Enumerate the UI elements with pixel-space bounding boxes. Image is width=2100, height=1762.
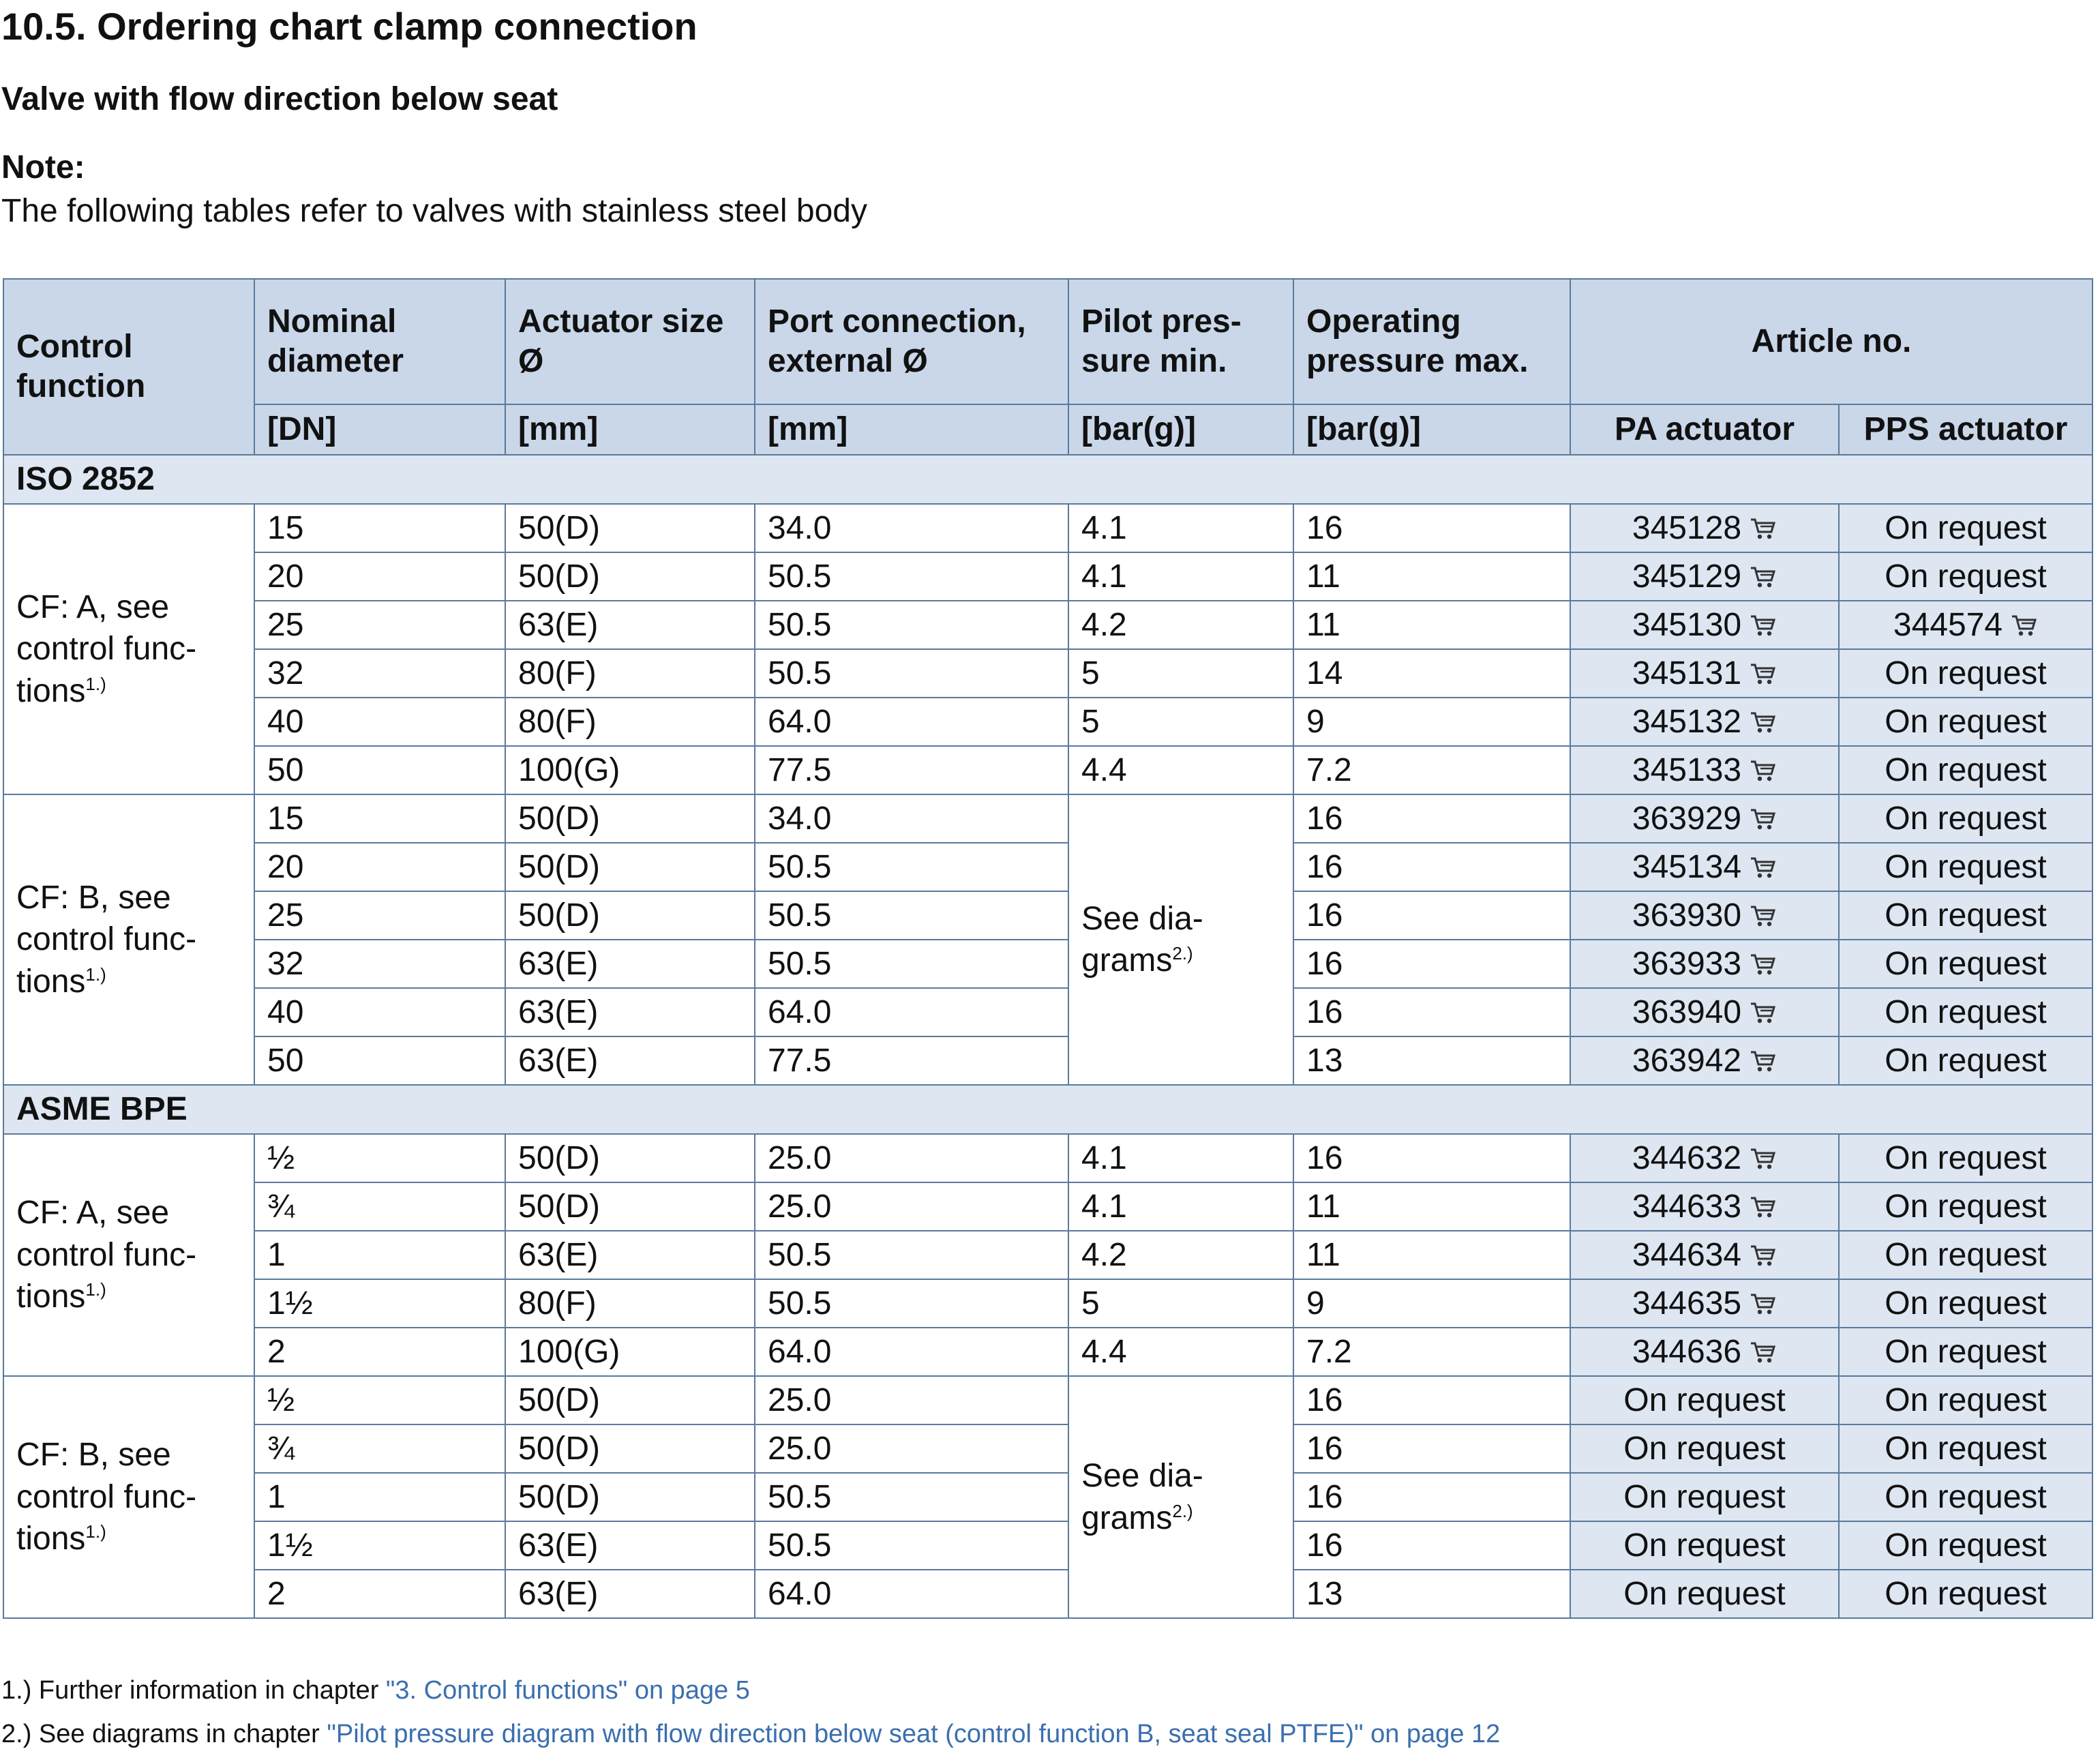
pps-article-cell-value: On request bbox=[1885, 1478, 2047, 1515]
actuator-size-cell: 63(E) bbox=[505, 1521, 755, 1570]
pps-article-cell bbox=[1839, 988, 2092, 1036]
pps-article-cell bbox=[1839, 1279, 2092, 1328]
table-row bbox=[3, 1279, 2092, 1328]
table-row bbox=[3, 746, 2092, 794]
section-title: ISO 2852 bbox=[3, 455, 2092, 504]
operating-pressure-cell: 7.2 bbox=[1293, 746, 1570, 794]
table-row bbox=[3, 988, 2092, 1036]
table-row bbox=[3, 1473, 2092, 1521]
nominal-diameter-cell: ½ bbox=[254, 1134, 505, 1182]
pa-article-cell-value: 344636 bbox=[1632, 1333, 1742, 1370]
pps-article-cell bbox=[1839, 1473, 2092, 1521]
pps-article-cell bbox=[1839, 698, 2092, 746]
footnote-1-link[interactable]: "3. Control functions" on page 5 bbox=[385, 1676, 750, 1705]
header-port-connection: Port connection, external Ø bbox=[755, 279, 1068, 404]
pps-article-cell-value: On request bbox=[1885, 994, 2047, 1030]
nominal-diameter-cell: 50 bbox=[254, 746, 505, 794]
pps-article-cell-value: On request bbox=[1885, 1575, 2047, 1612]
pa-article-cell bbox=[1570, 1279, 1839, 1328]
nominal-diameter-cell: 25 bbox=[254, 601, 505, 649]
page-title: 10.5. Ordering chart clamp connection bbox=[1, 5, 698, 48]
control-function-cell bbox=[3, 794, 254, 1085]
operating-pressure-cell: 7.2 bbox=[1293, 1328, 1570, 1376]
port-connection-cell: 77.5 bbox=[755, 1036, 1068, 1085]
pa-article-cell bbox=[1570, 1473, 1839, 1521]
control-function-cell bbox=[3, 1376, 254, 1618]
shopping-cart-icon[interactable] bbox=[1750, 899, 1777, 923]
shopping-cart-icon[interactable] bbox=[1750, 1287, 1777, 1311]
unit-nominal-diameter: [DN] bbox=[254, 404, 505, 455]
port-connection-cell: 77.5 bbox=[755, 746, 1068, 794]
actuator-size-cell: 50(D) bbox=[505, 1473, 755, 1521]
pilot-pressure-cell: 5 bbox=[1068, 698, 1293, 746]
pa-article-cell bbox=[1570, 1328, 1839, 1376]
operating-pressure-cell: 9 bbox=[1293, 1279, 1570, 1328]
footnote-ref-1[interactable]: 1.) bbox=[85, 673, 106, 694]
pa-article-cell bbox=[1570, 552, 1839, 601]
pa-article-cell bbox=[1570, 940, 1839, 988]
nominal-diameter-cell: 1 bbox=[254, 1473, 505, 1521]
table-row bbox=[3, 1376, 2092, 1424]
port-connection-cell: 25.0 bbox=[755, 1182, 1068, 1231]
actuator-size-cell: 100(G) bbox=[505, 746, 755, 794]
nominal-diameter-cell: 1½ bbox=[254, 1521, 505, 1570]
shopping-cart-icon[interactable] bbox=[1750, 511, 1777, 536]
pps-article-cell-value: On request bbox=[1885, 751, 2047, 788]
table-row bbox=[3, 891, 2092, 940]
pilot-pressure-cell: 4.4 bbox=[1068, 1328, 1293, 1376]
shopping-cart-icon[interactable] bbox=[1750, 1141, 1777, 1166]
pps-article-cell bbox=[1839, 1182, 2092, 1231]
port-connection-cell: 50.5 bbox=[755, 1521, 1068, 1570]
pps-article-cell bbox=[1839, 601, 2092, 649]
nominal-diameter-cell: 50 bbox=[254, 1036, 505, 1085]
operating-pressure-cell: 16 bbox=[1293, 504, 1570, 552]
pps-article-cell-value: On request bbox=[1885, 1527, 2047, 1564]
pps-article-cell-value: On request bbox=[1885, 1139, 2047, 1176]
pa-article-cell-value: On request bbox=[1623, 1382, 1786, 1418]
pilot-pressure-cell: 4.2 bbox=[1068, 601, 1293, 649]
port-connection-cell: 25.0 bbox=[755, 1376, 1068, 1424]
control-function-text: CF: A, see control func- tions bbox=[16, 588, 197, 709]
pa-article-cell bbox=[1570, 1134, 1839, 1182]
actuator-size-cell: 50(D) bbox=[505, 552, 755, 601]
pa-article-cell-value: 345128 bbox=[1632, 509, 1742, 546]
actuator-size-cell: 63(E) bbox=[505, 1231, 755, 1279]
actuator-size-cell: 80(F) bbox=[505, 1279, 755, 1328]
operating-pressure-cell: 11 bbox=[1293, 601, 1570, 649]
pps-article-cell bbox=[1839, 1424, 2092, 1473]
nominal-diameter-cell: 25 bbox=[254, 891, 505, 940]
pa-article-cell bbox=[1570, 843, 1839, 891]
shopping-cart-icon[interactable] bbox=[1750, 560, 1777, 584]
pilot-pressure-cell: 4.1 bbox=[1068, 504, 1293, 552]
port-connection-cell: 50.5 bbox=[755, 891, 1068, 940]
table-row bbox=[3, 1231, 2092, 1279]
pa-article-cell-value: 344635 bbox=[1632, 1285, 1742, 1322]
pps-article-cell bbox=[1839, 1134, 2092, 1182]
pa-article-cell-value: 344634 bbox=[1632, 1236, 1742, 1273]
pa-article-cell bbox=[1570, 1182, 1839, 1231]
port-connection-cell: 34.0 bbox=[755, 504, 1068, 552]
control-function-cell bbox=[3, 504, 254, 794]
table-row bbox=[3, 552, 2092, 601]
port-connection-cell: 25.0 bbox=[755, 1424, 1068, 1473]
shopping-cart-icon[interactable] bbox=[1750, 657, 1777, 681]
actuator-size-cell: 50(D) bbox=[505, 843, 755, 891]
operating-pressure-cell: 14 bbox=[1293, 649, 1570, 698]
shopping-cart-icon[interactable] bbox=[1750, 1190, 1777, 1214]
operating-pressure-cell: 13 bbox=[1293, 1036, 1570, 1085]
table-body bbox=[3, 455, 2092, 1618]
pa-article-cell bbox=[1570, 1521, 1839, 1570]
pps-article-cell-value: On request bbox=[1885, 1430, 2047, 1467]
operating-pressure-cell: 16 bbox=[1293, 1521, 1570, 1570]
header-nominal-diameter: Nominal diameter bbox=[254, 279, 505, 404]
operating-pressure-cell: 16 bbox=[1293, 1424, 1570, 1473]
nominal-diameter-cell: ½ bbox=[254, 1376, 505, 1424]
pa-article-cell bbox=[1570, 1376, 1839, 1424]
pa-article-cell bbox=[1570, 1424, 1839, 1473]
actuator-size-cell: 80(F) bbox=[505, 649, 755, 698]
operating-pressure-cell: 16 bbox=[1293, 891, 1570, 940]
pilot-pressure-cell: 4.1 bbox=[1068, 1182, 1293, 1231]
pa-article-cell-value: 363929 bbox=[1632, 800, 1742, 837]
pa-article-cell-value: 363940 bbox=[1632, 994, 1742, 1030]
pps-article-cell bbox=[1839, 1521, 2092, 1570]
pps-article-cell-value: On request bbox=[1885, 509, 2047, 546]
operating-pressure-cell: 13 bbox=[1293, 1570, 1570, 1618]
pilot-pressure-text: See dia- grams bbox=[1081, 1458, 1203, 1536]
ordering-table bbox=[3, 278, 2093, 1619]
header-pa-actuator: PA actuator bbox=[1570, 404, 1839, 455]
pa-article-cell-value: On request bbox=[1623, 1478, 1786, 1515]
pa-article-cell bbox=[1570, 1231, 1839, 1279]
pps-article-cell bbox=[1839, 552, 2092, 601]
footnote-1 bbox=[1, 1676, 750, 1705]
pps-article-cell bbox=[1839, 891, 2092, 940]
nominal-diameter-cell: 40 bbox=[254, 988, 505, 1036]
pps-article-cell bbox=[1839, 1036, 2092, 1085]
control-function-text: CF: B, see control func- tions bbox=[16, 879, 197, 1000]
table-row bbox=[3, 843, 2092, 891]
unit-port-connection: [mm] bbox=[755, 404, 1068, 455]
pa-article-cell bbox=[1570, 649, 1839, 698]
control-function-cell bbox=[3, 1134, 254, 1376]
actuator-size-cell: 63(E) bbox=[505, 940, 755, 988]
actuator-size-cell: 50(D) bbox=[505, 504, 755, 552]
operating-pressure-cell: 16 bbox=[1293, 794, 1570, 843]
control-function-text: CF: A, see control func- tions bbox=[16, 1195, 197, 1315]
actuator-size-cell: 100(G) bbox=[505, 1328, 755, 1376]
unit-pilot-pressure: [bar(g)] bbox=[1068, 404, 1293, 455]
pa-article-cell-value: 363933 bbox=[1632, 945, 1742, 982]
operating-pressure-cell: 11 bbox=[1293, 1182, 1570, 1231]
nominal-diameter-cell: 2 bbox=[254, 1328, 505, 1376]
footnote-1-text: 1.) Further information in chapter bbox=[1, 1676, 386, 1705]
port-connection-cell: 50.5 bbox=[755, 552, 1068, 601]
footnote-ref-2[interactable]: 2.) bbox=[1172, 943, 1193, 964]
section-row bbox=[3, 455, 2092, 504]
pa-article-cell-value: 363942 bbox=[1632, 1042, 1742, 1079]
operating-pressure-cell: 16 bbox=[1293, 1376, 1570, 1424]
pa-article-cell bbox=[1570, 746, 1839, 794]
port-connection-cell: 50.5 bbox=[755, 843, 1068, 891]
pa-article-cell bbox=[1570, 698, 1839, 746]
shopping-cart-icon[interactable] bbox=[1750, 1335, 1777, 1360]
port-connection-cell: 25.0 bbox=[755, 1134, 1068, 1182]
pps-article-cell bbox=[1839, 1376, 2092, 1424]
pps-article-cell-value: On request bbox=[1885, 800, 2047, 837]
pa-article-cell-value: On request bbox=[1623, 1430, 1786, 1467]
port-connection-cell: 50.5 bbox=[755, 940, 1068, 988]
pa-article-cell bbox=[1570, 601, 1839, 649]
table-row bbox=[3, 1570, 2092, 1618]
port-connection-cell: 64.0 bbox=[755, 988, 1068, 1036]
pps-article-cell-value: On request bbox=[1885, 703, 2047, 740]
port-connection-cell: 50.5 bbox=[755, 601, 1068, 649]
control-function-text: CF: B, see control func- tions bbox=[16, 1437, 197, 1557]
nominal-diameter-cell: ¾ bbox=[254, 1424, 505, 1473]
pps-article-cell-value: On request bbox=[1885, 945, 2047, 982]
shopping-cart-icon[interactable] bbox=[1750, 850, 1777, 875]
nominal-diameter-cell: 1½ bbox=[254, 1279, 505, 1328]
pps-article-cell-value: On request bbox=[1885, 1333, 2047, 1370]
pa-article-cell-value: On request bbox=[1623, 1575, 1786, 1612]
table-row bbox=[3, 1521, 2092, 1570]
note-text: The following tables refer to valves with stainless steel body bbox=[1, 193, 867, 229]
shopping-cart-icon[interactable] bbox=[1750, 705, 1777, 730]
pps-article-cell bbox=[1839, 504, 2092, 552]
footnote-ref-1[interactable]: 1.) bbox=[85, 964, 106, 985]
shopping-cart-icon[interactable] bbox=[2011, 608, 2038, 633]
header-pilot-pressure: Pilot pres- sure min. bbox=[1068, 279, 1293, 404]
nominal-diameter-cell: 20 bbox=[254, 843, 505, 891]
pa-article-cell bbox=[1570, 504, 1839, 552]
pa-article-cell bbox=[1570, 891, 1839, 940]
pps-article-cell-value: On request bbox=[1885, 1042, 2047, 1079]
pps-article-cell-value: On request bbox=[1885, 1285, 2047, 1322]
pa-article-cell-value: On request bbox=[1623, 1527, 1786, 1564]
table-row bbox=[3, 601, 2092, 649]
pa-article-cell-value: 345130 bbox=[1632, 606, 1742, 643]
operating-pressure-cell: 16 bbox=[1293, 940, 1570, 988]
section-title: ASME BPE bbox=[3, 1085, 2092, 1134]
shopping-cart-icon[interactable] bbox=[1750, 608, 1777, 633]
nominal-diameter-cell: 32 bbox=[254, 940, 505, 988]
nominal-diameter-cell: 40 bbox=[254, 698, 505, 746]
footnote-2-link[interactable]: "Pilot pressure diagram with flow direction below seat (control function B, seat seal PTFE)" on page 12 bbox=[327, 1720, 1501, 1748]
pa-article-cell-value: 344632 bbox=[1632, 1139, 1742, 1176]
table-row bbox=[3, 649, 2092, 698]
actuator-size-cell: 80(F) bbox=[505, 698, 755, 746]
table-row bbox=[3, 794, 2092, 843]
pps-article-cell-value: 344574 bbox=[1893, 606, 2003, 643]
header-operating-pressure: Operating pressure max. bbox=[1293, 279, 1570, 404]
header-control-function: Control function bbox=[3, 279, 254, 455]
header-actuator-size: Actuator size Ø bbox=[505, 279, 755, 404]
pa-article-cell-value: 344633 bbox=[1632, 1188, 1742, 1225]
operating-pressure-cell: 16 bbox=[1293, 1473, 1570, 1521]
operating-pressure-cell: 16 bbox=[1293, 843, 1570, 891]
pps-article-cell bbox=[1839, 843, 2092, 891]
pilot-pressure-cell: 4.1 bbox=[1068, 552, 1293, 601]
pps-article-cell bbox=[1839, 746, 2092, 794]
pps-article-cell-value: On request bbox=[1885, 655, 2047, 691]
pps-article-cell-value: On request bbox=[1885, 558, 2047, 595]
port-connection-cell: 50.5 bbox=[755, 649, 1068, 698]
port-connection-cell: 50.5 bbox=[755, 1279, 1068, 1328]
table-row bbox=[3, 698, 2092, 746]
pps-article-cell-value: On request bbox=[1885, 1188, 2047, 1225]
pa-article-cell-value: 363930 bbox=[1632, 897, 1742, 934]
table-row bbox=[3, 940, 2092, 988]
pilot-pressure-cell: 4.1 bbox=[1068, 1134, 1293, 1182]
pilot-pressure-cell: 5 bbox=[1068, 649, 1293, 698]
pps-article-cell bbox=[1839, 1570, 2092, 1618]
pps-article-cell-value: On request bbox=[1885, 1382, 2047, 1418]
operating-pressure-cell: 11 bbox=[1293, 1231, 1570, 1279]
pa-article-cell bbox=[1570, 988, 1839, 1036]
shopping-cart-icon[interactable] bbox=[1750, 802, 1777, 826]
actuator-size-cell: 50(D) bbox=[505, 794, 755, 843]
actuator-size-cell: 50(D) bbox=[505, 891, 755, 940]
nominal-diameter-cell: 32 bbox=[254, 649, 505, 698]
pps-article-cell bbox=[1839, 1328, 2092, 1376]
unit-actuator-size: [mm] bbox=[505, 404, 755, 455]
actuator-size-cell: 63(E) bbox=[505, 1036, 755, 1085]
pps-article-cell bbox=[1839, 794, 2092, 843]
pps-article-cell-value: On request bbox=[1885, 848, 2047, 885]
nominal-diameter-cell: 20 bbox=[254, 552, 505, 601]
pps-article-cell bbox=[1839, 649, 2092, 698]
note-label: Note: bbox=[1, 149, 85, 185]
footnote-ref-1[interactable]: 1.) bbox=[85, 1521, 106, 1542]
header-article-no: Article no. bbox=[1570, 279, 2092, 404]
unit-operating-pressure: [bar(g)] bbox=[1293, 404, 1570, 455]
table-row bbox=[3, 1134, 2092, 1182]
header-pps-actuator: PPS actuator bbox=[1839, 404, 2092, 455]
port-connection-cell: 50.5 bbox=[755, 1473, 1068, 1521]
pps-article-cell bbox=[1839, 940, 2092, 988]
nominal-diameter-cell: 1 bbox=[254, 1231, 505, 1279]
pilot-pressure-cell bbox=[1068, 1376, 1293, 1618]
pa-article-cell-value: 345134 bbox=[1632, 848, 1742, 885]
actuator-size-cell: 63(E) bbox=[505, 1570, 755, 1618]
nominal-diameter-cell: 15 bbox=[254, 794, 505, 843]
pilot-pressure-cell: 4.4 bbox=[1068, 746, 1293, 794]
section-row bbox=[3, 1085, 2092, 1134]
actuator-size-cell: 63(E) bbox=[505, 988, 755, 1036]
pilot-pressure-cell bbox=[1068, 794, 1293, 1085]
actuator-size-cell: 50(D) bbox=[505, 1182, 755, 1231]
pps-article-cell-value: On request bbox=[1885, 897, 2047, 934]
port-connection-cell: 64.0 bbox=[755, 1570, 1068, 1618]
actuator-size-cell: 50(D) bbox=[505, 1376, 755, 1424]
pa-article-cell bbox=[1570, 1036, 1839, 1085]
section-subtitle: Valve with flow direction below seat bbox=[1, 81, 558, 117]
shopping-cart-icon[interactable] bbox=[1750, 1044, 1777, 1069]
footnote-2-text: 2.) See diagrams in chapter bbox=[1, 1720, 327, 1748]
nominal-diameter-cell: ¾ bbox=[254, 1182, 505, 1231]
operating-pressure-cell: 9 bbox=[1293, 698, 1570, 746]
pps-article-cell bbox=[1839, 1231, 2092, 1279]
pa-article-cell bbox=[1570, 794, 1839, 843]
pa-article-cell-value: 345132 bbox=[1632, 703, 1742, 740]
actuator-size-cell: 63(E) bbox=[505, 601, 755, 649]
pps-article-cell-value: On request bbox=[1885, 1236, 2047, 1273]
pilot-pressure-cell: 5 bbox=[1068, 1279, 1293, 1328]
port-connection-cell: 64.0 bbox=[755, 1328, 1068, 1376]
footnote-2 bbox=[1, 1720, 1500, 1749]
table-row bbox=[3, 1424, 2092, 1473]
shopping-cart-icon[interactable] bbox=[1750, 1238, 1777, 1263]
footnote-ref-1[interactable]: 1.) bbox=[85, 1279, 106, 1300]
port-connection-cell: 50.5 bbox=[755, 1231, 1068, 1279]
pilot-pressure-cell: 4.2 bbox=[1068, 1231, 1293, 1279]
operating-pressure-cell: 16 bbox=[1293, 1134, 1570, 1182]
footnote-ref-2[interactable]: 2.) bbox=[1172, 1500, 1193, 1521]
pilot-pressure-text: See dia- grams bbox=[1081, 900, 1203, 979]
actuator-size-cell: 50(D) bbox=[505, 1424, 755, 1473]
operating-pressure-cell: 16 bbox=[1293, 988, 1570, 1036]
shopping-cart-icon[interactable] bbox=[1750, 753, 1777, 778]
table-row bbox=[3, 504, 2092, 552]
port-connection-cell: 34.0 bbox=[755, 794, 1068, 843]
pa-article-cell-value: 345131 bbox=[1632, 655, 1742, 691]
nominal-diameter-cell: 15 bbox=[254, 504, 505, 552]
pa-article-cell-value: 345133 bbox=[1632, 751, 1742, 788]
port-connection-cell: 64.0 bbox=[755, 698, 1068, 746]
table-row bbox=[3, 1328, 2092, 1376]
shopping-cart-icon[interactable] bbox=[1750, 947, 1777, 972]
actuator-size-cell: 50(D) bbox=[505, 1134, 755, 1182]
nominal-diameter-cell: 2 bbox=[254, 1570, 505, 1618]
table-row bbox=[3, 1182, 2092, 1231]
shopping-cart-icon[interactable] bbox=[1750, 996, 1777, 1020]
pa-article-cell bbox=[1570, 1570, 1839, 1618]
pa-article-cell-value: 345129 bbox=[1632, 558, 1742, 595]
table-row bbox=[3, 1036, 2092, 1085]
operating-pressure-cell: 11 bbox=[1293, 552, 1570, 601]
